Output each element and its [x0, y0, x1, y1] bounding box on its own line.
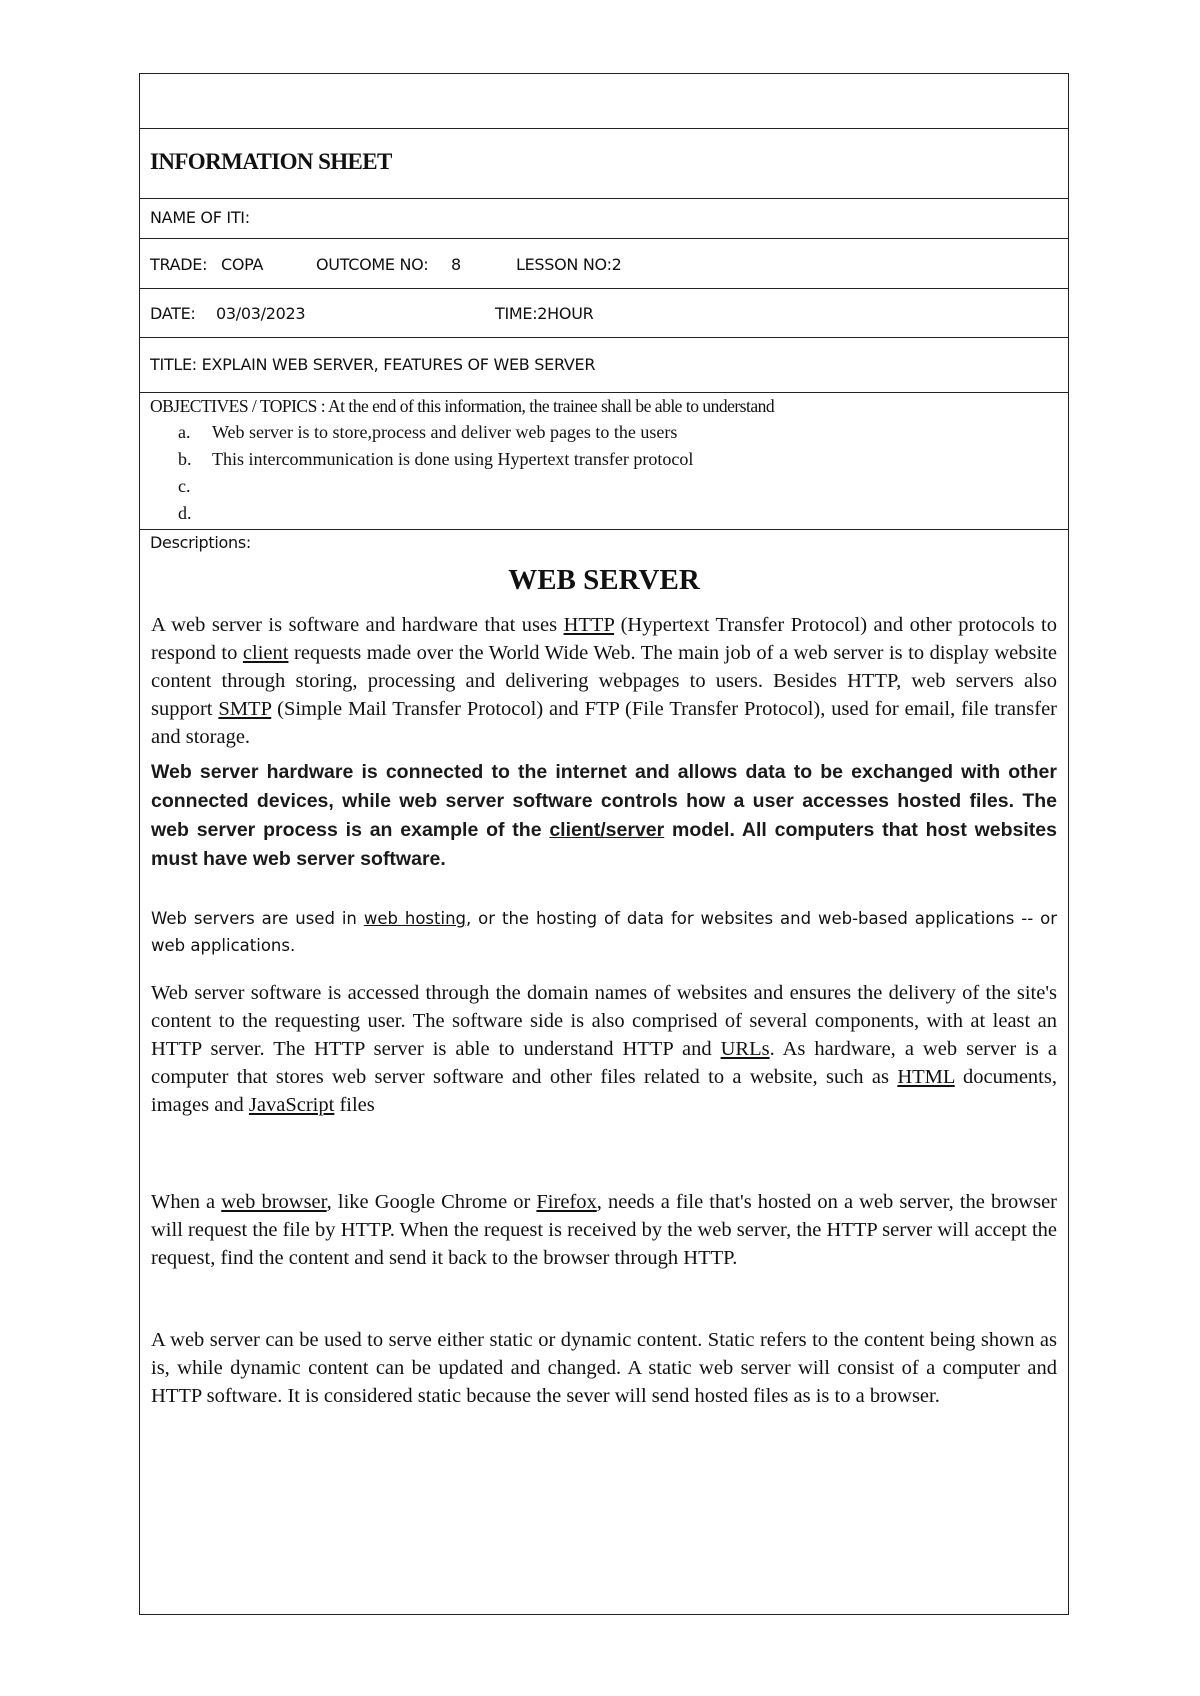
trade-row: [140, 239, 1068, 289]
paragraph-text: Web servers are used in: [151, 909, 364, 928]
lesson-label: LESSON NO:2: [516, 255, 622, 274]
trade-label: TRADE:: [150, 255, 208, 274]
objectives-intro-text: At the end of this information, the trainee shall be able to understand: [328, 396, 775, 416]
objective-item: [178, 473, 693, 500]
paragraph-1: [151, 611, 1057, 751]
paragraph-text: documents, images and: [151, 1066, 1057, 1116]
paragraph-5: [151, 1188, 1057, 1272]
time-label: TIME:2HOUR: [495, 304, 594, 323]
paragraph-text: (Simple Mail Transfer Protocol) and FTP (File Transfer Protocol), used for email, file transfer and storage.: [151, 698, 1057, 748]
paragraph-text: . As hardware, a web server is a computer that stores web server software and other files related to a website, such as: [151, 1038, 1057, 1088]
paragraph-text: , or the hosting of data for websites and web-based applications -- or web applications.: [151, 909, 1058, 955]
client-link[interactable]: client: [242, 642, 289, 664]
paragraph-6: [151, 1326, 1057, 1410]
objectives-row: [140, 393, 1068, 530]
name-of-iti-label: NAME OF ITI:: [150, 208, 250, 227]
paragraph-text: A web server is software and hardware that uses: [151, 614, 564, 636]
date-row: [140, 289, 1068, 338]
objective-marker: d.: [178, 503, 192, 523]
objective-marker: a.: [178, 422, 191, 442]
paragraph-text: (Hypertext Transfer Protocol) and other protocols to respond to: [151, 614, 1058, 664]
paragraph-text: A web server can be used to serve either static or dynamic content. Static refers to the content being shown as is, while dynamic content can be updated and changed. A static web server will consist of a computer and HTTP software. It is considered static because the sever will send hosted files as is to a browser.: [151, 1329, 1057, 1407]
paragraph-2: [151, 758, 1057, 874]
date-value: 03/03/2023: [216, 304, 306, 323]
outcome-label: OUTCOME NO:: [316, 255, 429, 274]
objectives-intro: [150, 396, 774, 417]
paragraph-3: [151, 905, 1057, 959]
lesson-title: TITLE: EXPLAIN WEB SERVER, FEATURES OF WEB SERVER: [150, 355, 596, 374]
objective-item: [178, 500, 693, 527]
http-link[interactable]: HTTP: [563, 614, 615, 636]
objective-marker: c.: [178, 476, 191, 496]
html-link[interactable]: HTML: [897, 1066, 955, 1088]
title-row: [140, 338, 1068, 393]
objective-text: Web server is to store,process and deliver web pages to the users: [212, 422, 678, 442]
date-label: DATE:: [150, 304, 196, 323]
paragraph-4: [151, 979, 1057, 1119]
web-server-heading: WEB SERVER: [508, 564, 700, 596]
paragraph-text: Web server software is accessed through the domain names of websites and ensures the delivery of the site's content to the requesting user. The software side is also comprised of several components, with at least an HTTP server. The HTTP server is able to understand HTTP and: [151, 982, 1057, 1060]
blank-header-row: [140, 74, 1068, 129]
paragraph-text: , needs a file that's hosted on a web server, the browser will request the file by HTTP. When the request is received by the web server, the HTTP server will accept the request, find the content and send it back to the browser through HTTP.: [151, 1191, 1057, 1269]
firefox-link[interactable]: Firefox: [536, 1191, 597, 1213]
urls-link[interactable]: URLs: [720, 1038, 770, 1060]
descriptions-label: Descriptions:: [150, 533, 251, 552]
objective-text: This intercommunication is done using Hypertext transfer protocol: [212, 449, 694, 469]
paragraph-text: requests made over the World Wide Web. The main job of a web server is to display website content through storing, processing and delivering webpages to users. Besides HTTP, web servers also support: [151, 642, 1057, 720]
sheet-title: INFORMATION SHEET: [150, 149, 392, 174]
paragraph-text: Web server hardware is connected to the internet and allows data to be exchanged with other connected devices, while web server software controls how a user accesses hosted files. The web server process is an example of the: [151, 761, 1057, 841]
web-hosting-link[interactable]: web hosting: [363, 909, 467, 928]
sheet-title-row: [140, 129, 1068, 199]
paragraph-text: model. All computers that host websites must have web server software.: [151, 819, 1057, 870]
objectives-list: [178, 419, 693, 527]
outcome-value: 8: [451, 255, 461, 274]
descriptions-section: [140, 530, 1068, 1614]
javascript-link[interactable]: JavaScript: [248, 1094, 335, 1116]
trade-value: COPA: [221, 255, 264, 274]
paragraph-text: , like Google Chrome or: [326, 1191, 537, 1213]
smtp-link[interactable]: SMTP: [218, 698, 272, 720]
name-of-iti-row: [140, 199, 1068, 239]
client-server-link[interactable]: client/server: [549, 819, 665, 841]
objectives-label: OBJECTIVES / TOPICS :: [150, 396, 326, 416]
objective-item: [178, 419, 693, 446]
objective-item: [178, 446, 693, 473]
web-browser-link[interactable]: web browser: [221, 1191, 327, 1213]
paragraph-text: When a: [151, 1191, 222, 1213]
information-sheet: [139, 73, 1069, 1615]
objective-marker: b.: [178, 449, 192, 469]
paragraph-text: files: [334, 1094, 375, 1116]
